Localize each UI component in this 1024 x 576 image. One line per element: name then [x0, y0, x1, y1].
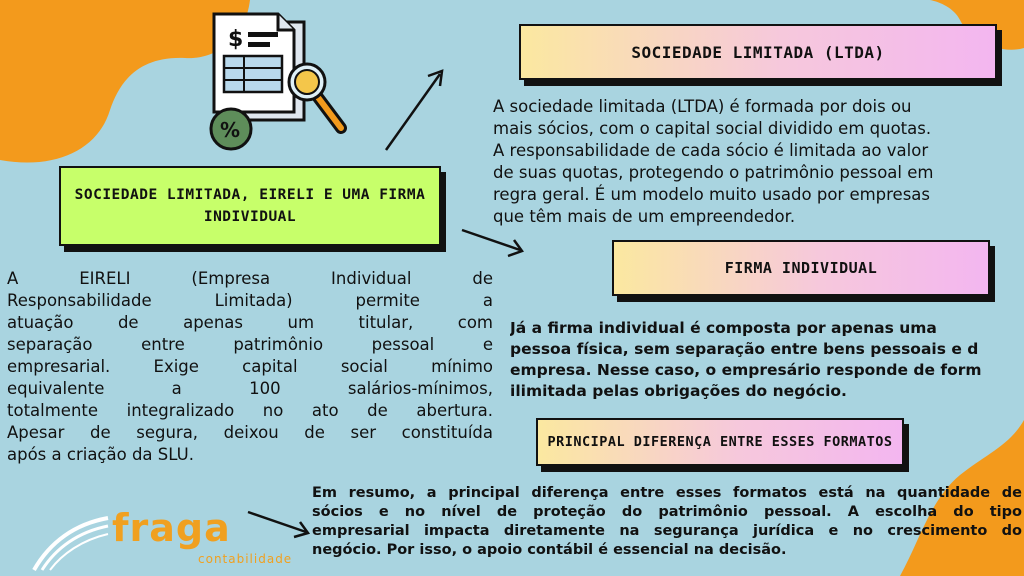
fraga-logo-swoosh-icon	[30, 512, 110, 572]
ltda-heading-box	[519, 24, 997, 80]
svg-text:$: $	[228, 27, 244, 52]
logo-subtitle: contabilidade	[198, 552, 293, 566]
arrow-right-summary	[244, 506, 314, 542]
text-line: Responsabilidade Limitada) permite a	[7, 291, 493, 310]
ltda-heading: SOCIEDADE LIMITADA (LTDA)	[631, 42, 885, 62]
text-line: regra geral. É um modelo muito usado por empresas	[493, 185, 931, 204]
text-line: Apesar de segura, deixou de ser constituída	[7, 423, 493, 442]
text-line: A EIRELI (Empresa Individual de	[7, 269, 493, 288]
ltda-paragraph	[493, 96, 1023, 228]
text-line: A sociedade limitada (LTDA) é formada por dois ou	[493, 97, 912, 116]
text-line: empresarial impacta diretamente na segurança jurídica e no crescimento do	[312, 523, 1022, 539]
firma-heading: FIRMA INDIVIDUAL	[724, 259, 878, 277]
text-line: empresarial. Exige capital social mínimo	[7, 357, 493, 376]
main-title-line-1: SOCIEDADE LIMITADA, EIRELI E UMA FIRMA	[74, 187, 426, 203]
firma-paragraph	[510, 318, 1024, 402]
arrow-right-firma	[458, 222, 528, 262]
text-line: separação entre patrimônio pessoal e	[7, 335, 493, 354]
text-line: atuação de apenas um titular, com	[7, 313, 493, 332]
diferenca-paragraph	[312, 484, 1022, 560]
diferenca-heading: PRINCIPAL DIFERENÇA ENTRE ESSES FORMATOS	[547, 434, 893, 450]
magnifier-icon	[285, 58, 355, 138]
text-line: pessoa física, sem separação entre bens pessoais e d	[510, 340, 979, 358]
text-line: equivalente a 100 salários-mínimos,	[7, 379, 493, 398]
text-line: A responsabilidade de cada sócio é limitada ao valor	[493, 141, 929, 160]
text-line: após a criação da SLU.	[7, 445, 194, 464]
text-line: negócio. Por isso, o apoio contábil é essencial na decisão.	[312, 542, 787, 558]
eireli-paragraph	[7, 268, 493, 466]
svg-text:%: %	[220, 118, 241, 142]
text-line: que têm mais de um empreendedor.	[493, 207, 796, 226]
text-line: Em resumo, a principal diferença entre esses formatos está na quantidade de	[312, 485, 1022, 501]
main-title-line-2: INDIVIDUAL	[203, 209, 297, 225]
firma-heading-box	[612, 240, 990, 296]
text-line: empresa. Nesse caso, o empresário responde de form	[510, 361, 982, 379]
text-line: Já a firma individual é composta por apenas uma	[510, 319, 937, 337]
arrow-up-right	[380, 66, 450, 156]
logo-wordmark: fraga	[112, 506, 231, 550]
text-line: ilimitada pelas obrigações do negócio.	[510, 382, 847, 400]
text-line: mais sócios, com o capital social dividido em quotas.	[493, 119, 932, 138]
percent-badge-icon	[208, 106, 254, 152]
main-title-box	[59, 166, 441, 246]
text-line: sócios e no nível de proteção do patrimônio pessoal. A escolha do tipo	[312, 504, 1022, 520]
text-line: totalmente integralizado no ato de abertura.	[7, 401, 493, 420]
text-line: de suas quotas, protegendo o patrimônio pessoal em	[493, 163, 934, 182]
diferenca-heading-box	[536, 418, 904, 466]
